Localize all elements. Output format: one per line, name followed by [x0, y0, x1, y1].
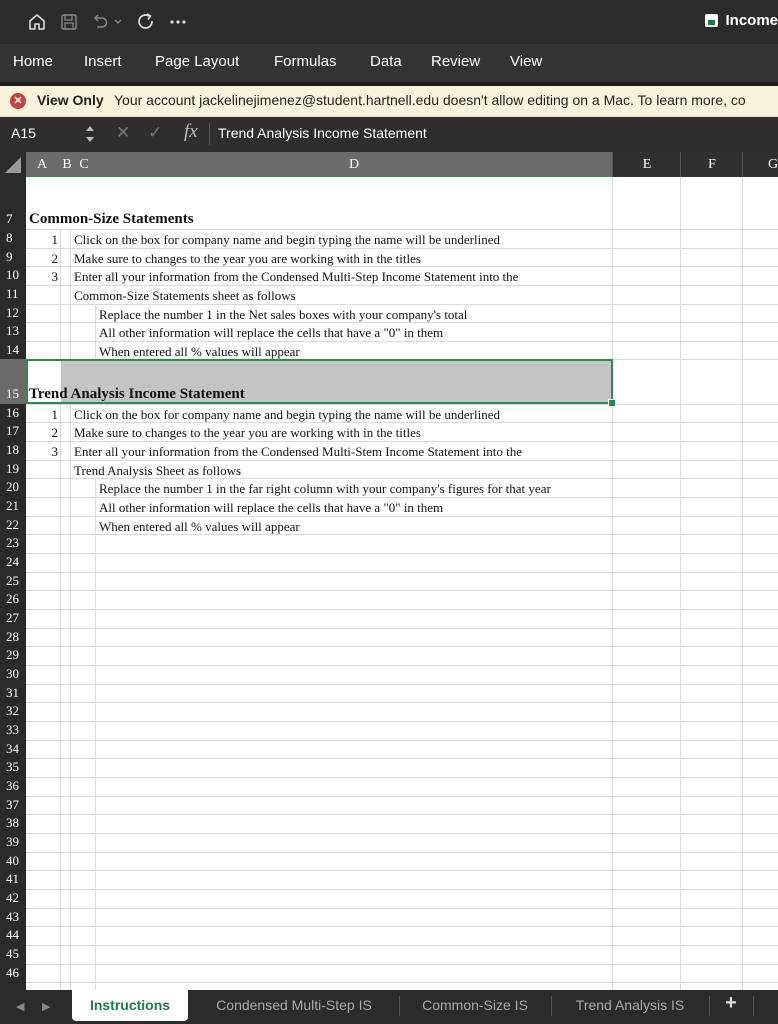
row-header[interactable]: 41	[6, 871, 19, 886]
step-number[interactable]: 2	[51, 425, 58, 440]
row-header[interactable]: 40	[6, 853, 19, 868]
row-header[interactable]: 43	[6, 909, 19, 924]
column-header-f[interactable]: F	[680, 152, 743, 177]
gridline	[26, 870, 778, 871]
sub-step-text[interactable]: All other information will replace the cells that have a "0" in them	[99, 325, 444, 340]
tab-common-size-is[interactable]: Common-Size IS	[422, 997, 528, 1013]
confirm-icon[interactable]: ✓	[148, 123, 163, 142]
tab-trend-analysis-is[interactable]: Trend Analysis IS	[575, 997, 685, 1013]
row-header[interactable]: 45	[6, 946, 19, 961]
row-header[interactable]: 33	[6, 722, 19, 737]
formula-input[interactable]: Trend Analysis Income Statement	[218, 125, 427, 141]
row-header[interactable]: 20	[6, 479, 19, 494]
gridline	[26, 702, 778, 703]
row-header[interactable]: 46	[6, 965, 19, 980]
step-number[interactable]: 1	[51, 232, 58, 247]
sub-step-text[interactable]: When entered all % values will appear	[99, 519, 300, 534]
gridline	[612, 177, 613, 990]
gridline	[26, 740, 778, 741]
row-header[interactable]: 39	[6, 834, 19, 849]
gridline	[26, 404, 778, 405]
gridline	[26, 945, 778, 946]
undo-dropdown-icon[interactable]	[112, 10, 124, 34]
step-text[interactable]: Enter all your information from the Condensed Multi-Stem Income Statement into the	[74, 444, 523, 459]
row-header[interactable]: 28	[6, 629, 19, 644]
gridline	[26, 833, 778, 834]
row-header[interactable]: 18	[6, 442, 19, 457]
menu-insert[interactable]: Insert	[84, 53, 122, 70]
step-number[interactable]: 3	[51, 269, 58, 284]
row-header[interactable]: 44	[6, 927, 19, 942]
row-header[interactable]: 12	[6, 305, 19, 320]
step-continuation[interactable]: Trend Analysis Sheet as follows	[74, 463, 242, 478]
sub-step-text[interactable]: Replace the number 1 in the Net sales boxes with your company's total	[99, 307, 468, 322]
formula-bar	[0, 117, 778, 152]
fx-icon[interactable]: fx	[184, 121, 198, 142]
tab-scroll-left-icon[interactable]: ◀	[16, 1001, 25, 1013]
document-title[interactable]	[705, 12, 778, 29]
menu-data[interactable]: Data	[370, 53, 402, 70]
gridline	[26, 665, 778, 666]
gridline	[26, 609, 778, 610]
column-header-b[interactable]: B	[62, 157, 72, 172]
gridline	[26, 908, 778, 909]
row-header[interactable]: 14	[6, 342, 19, 357]
row-header[interactable]: 38	[6, 815, 19, 830]
gridline	[26, 285, 778, 286]
sub-step-text[interactable]: When entered all % values will appear	[99, 344, 300, 359]
row-header[interactable]: 26	[6, 591, 19, 606]
column-header-d[interactable]: D	[348, 157, 360, 172]
row-header[interactable]: 34	[6, 741, 19, 756]
row-header[interactable]: 13	[6, 323, 19, 338]
title-bar	[0, 0, 778, 44]
gridline	[680, 177, 681, 990]
gridline	[60, 404, 61, 990]
gridline	[26, 982, 778, 983]
excel-file-icon	[705, 14, 718, 27]
cancel-icon[interactable]: ✕	[116, 123, 131, 142]
row-header[interactable]: 8	[6, 230, 13, 245]
gridline	[26, 646, 778, 647]
formula-bar-divider	[209, 123, 210, 145]
undo-icon[interactable]	[88, 10, 112, 34]
add-sheet-button[interactable]: +	[725, 992, 737, 1014]
gridline	[95, 478, 96, 990]
gridline	[26, 721, 778, 722]
row-header[interactable]: 42	[6, 890, 19, 905]
row-header[interactable]: 21	[6, 498, 19, 513]
row-header[interactable]: 24	[6, 554, 19, 569]
step-continuation[interactable]: Common-Size Statements sheet as follows	[74, 288, 296, 303]
name-box-stepper-icon[interactable]	[84, 122, 96, 146]
more-icon[interactable]	[166, 10, 190, 34]
row-header[interactable]: 10	[6, 267, 19, 282]
gridline	[26, 553, 778, 554]
column-header-e[interactable]: E	[612, 152, 681, 177]
document-title-text: Income	[725, 12, 778, 29]
column-headers	[0, 152, 778, 177]
row-headers	[0, 177, 26, 990]
row-header[interactable]: 30	[6, 666, 19, 681]
row-header[interactable]: 25	[6, 573, 19, 588]
row-header[interactable]: 11	[6, 286, 19, 301]
tab-divider	[753, 996, 754, 1016]
gridline	[60, 229, 61, 359]
view-only-message: Your account jackelinejimenez@student.hartnell.edu doesn't allow editing on a Mac. To learn more, co	[114, 92, 746, 108]
gridline	[26, 572, 778, 573]
row-header[interactable]: 19	[6, 461, 19, 476]
gridline	[26, 304, 778, 305]
view-only-banner	[0, 86, 778, 117]
menu-view[interactable]: View	[510, 53, 543, 70]
tab-scroll-right-icon[interactable]: ▶	[42, 1001, 51, 1013]
column-header-g[interactable]: G	[742, 152, 778, 177]
step-text[interactable]: Click on the box for company name and begin typing the name will be underlined	[74, 407, 501, 422]
cell-grid[interactable]	[26, 177, 778, 990]
menu-formulas[interactable]: Formulas	[274, 53, 337, 70]
step-number[interactable]: 3	[51, 444, 58, 459]
gridline	[26, 628, 778, 629]
gridline	[70, 229, 71, 359]
row-header[interactable]: 36	[6, 778, 19, 793]
gridline	[70, 404, 71, 990]
view-only-label: View Only	[37, 92, 104, 108]
gridline	[26, 229, 778, 230]
ribbon-tabs	[0, 44, 778, 82]
gridline	[26, 590, 778, 591]
step-number[interactable]: 1	[51, 407, 58, 422]
gridline	[26, 852, 778, 853]
step-text[interactable]: Make sure to changes to the year you are working with in the titles	[74, 425, 421, 440]
column-header-c[interactable]: C	[79, 157, 89, 172]
gridline	[26, 814, 778, 815]
gridline	[26, 758, 778, 759]
gridline	[26, 796, 778, 797]
select-all-corner[interactable]	[0, 152, 26, 177]
row-header-selected[interactable]: 15	[0, 359, 26, 404]
redo-icon[interactable]	[134, 10, 158, 34]
gridline	[742, 177, 743, 990]
step-text[interactable]: Click on the box for company name and begin typing the name will be underlined	[74, 232, 501, 247]
fill-handle[interactable]	[608, 399, 616, 407]
step-number[interactable]: 2	[51, 251, 58, 266]
gridline	[26, 777, 778, 778]
section-title-trend-analysis[interactable]: Trend Analysis Income Statement	[29, 386, 245, 402]
row-header[interactable]: 37	[6, 797, 19, 812]
gridline	[95, 304, 96, 359]
gridline	[26, 497, 778, 498]
column-header-a[interactable]: A	[36, 157, 48, 172]
error-icon: ✕	[10, 93, 26, 109]
row-header[interactable]: 27	[6, 610, 19, 625]
sub-step-text[interactable]: Replace the number 1 in the far right column with your company's figures for that year	[99, 481, 551, 496]
tab-instructions[interactable]: Instructions	[72, 990, 188, 1021]
row-header[interactable]: 7	[6, 211, 13, 226]
save-icon[interactable]	[57, 10, 81, 34]
row-header[interactable]: 23	[6, 535, 19, 550]
sub-step-text[interactable]: All other information will replace the cells that have a "0" in them	[99, 500, 444, 515]
step-text[interactable]: Enter all your information from the Condensed Multi-Step Income Statement into the	[74, 269, 519, 284]
gridline	[26, 889, 778, 890]
row-header[interactable]: 32	[6, 703, 19, 718]
row-header[interactable]: 35	[6, 759, 19, 774]
gridline	[26, 441, 778, 442]
row-header[interactable]: 17	[6, 423, 19, 438]
gridline	[26, 964, 778, 965]
menu-review[interactable]: Review	[431, 53, 481, 70]
gridline	[26, 516, 778, 517]
tab-condensed-multi-step-is[interactable]: Condensed Multi-Step IS	[216, 997, 372, 1013]
menu-home[interactable]: Home	[13, 53, 54, 70]
gridline	[26, 341, 778, 342]
gridline	[26, 684, 778, 685]
sheet-tab-bar	[0, 990, 778, 1024]
gridline	[26, 248, 778, 249]
step-text[interactable]: Make sure to changes to the year you are working with in the titles	[74, 251, 421, 266]
gridline	[26, 926, 778, 927]
gridline	[26, 460, 778, 461]
name-box[interactable]: A15	[11, 125, 36, 141]
row-header[interactable]: 22	[6, 517, 19, 532]
section-title-common-size[interactable]: Common-Size Statements	[29, 211, 194, 227]
row-header[interactable]: 29	[6, 647, 19, 662]
row-header[interactable]: 31	[6, 685, 19, 700]
menu-page-layout[interactable]: Page Layout	[155, 53, 240, 70]
tab-divider	[709, 996, 710, 1016]
row-header[interactable]: 16	[6, 405, 19, 420]
row-header[interactable]: 9	[6, 249, 13, 264]
home-icon[interactable]	[25, 10, 49, 34]
